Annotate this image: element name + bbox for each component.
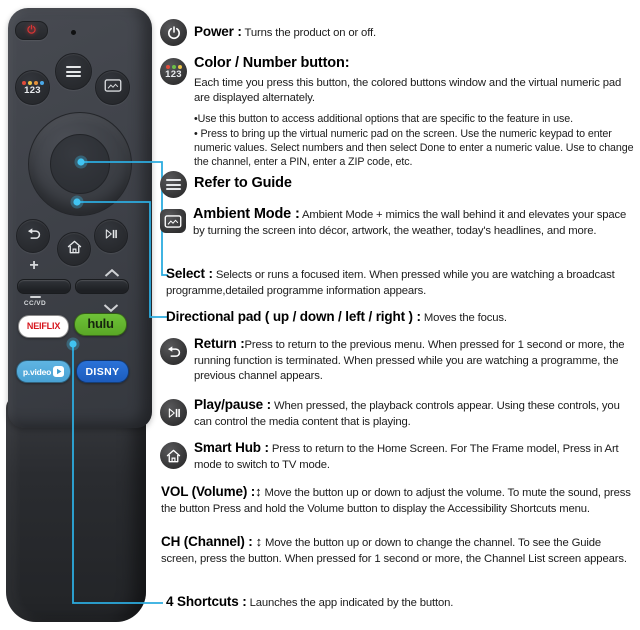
section-title: Color / Number button: <box>194 55 350 71</box>
section-ambient: Ambient Mode : Ambient Mode + mimics the wall behind it and elevates your space by turning the screen into décor, artwork, the weather, today's headlines, and more. <box>160 207 633 239</box>
section-refer-guide <box>160 171 292 198</box>
netflix-shortcut-button[interactable] <box>18 315 69 338</box>
section-title: Smart Hub : <box>194 440 269 455</box>
smart-hub-legend-icon <box>160 442 187 469</box>
ambient-legend-icon <box>160 209 186 233</box>
section-title: Ambient Mode : <box>193 206 300 222</box>
section-directional-pad: Directional pad ( up / down / left / right ) : Moves the focus. <box>166 309 507 324</box>
color-number-button[interactable] <box>15 70 50 105</box>
section-volume: VOL (Volume) :↕ Move the button up or down to adjust the volume. To mute the sound, press the button Press and hold the Volume button to display the Accessibility Shortcuts menu. <box>161 484 631 515</box>
return-legend-icon <box>160 338 187 365</box>
remote-grip <box>6 396 146 622</box>
section-shortcuts: 4 Shortcuts : Launches the app indicated by the button. <box>166 594 454 609</box>
return-button[interactable] <box>16 219 50 253</box>
section-title: Play/pause : <box>194 397 271 412</box>
section-color-number: 123 Color / Number button: Each time you press this button, the colored buttons window and the virtual numeric pad are displayed alternately. •Use this button to access additional options that are specific to the feature in use. • Press to bring up the virtual numeric pad on the screen. Use the numeric keypad to enter numeric values. Select numbers and then select Done to enter a numeric value. Use to change the channel, enter a PIN, enter a ZIP code, etc. <box>160 56 636 170</box>
disney-shortcut-button[interactable] <box>76 360 129 383</box>
section-title: Select : <box>166 266 213 281</box>
section-channel: CH (Channel) : ↕ Move the button up or down to change the channel. To see the Guide screen, press the button. When pressed for 1 second or more, the Channel List screen appears. <box>161 534 627 565</box>
mic-hole <box>71 30 76 35</box>
ambient-mode-button[interactable] <box>95 70 130 105</box>
primevideo-shortcut-button[interactable] <box>16 360 71 383</box>
up-down-arrow-icon: ↕ <box>255 534 263 549</box>
play-pause-button[interactable] <box>94 219 128 253</box>
section-select: Select : Selects or runs a focused item. When pressed while you are watching a broadcast programme,detailed programme information appears. <box>166 266 615 297</box>
return-icon <box>25 226 42 246</box>
section-title: CH (Channel) : <box>161 534 253 549</box>
hamburger-icon <box>66 66 81 77</box>
ccvd-label: CC/VD <box>23 300 47 307</box>
guide-menu-button[interactable] <box>55 53 92 90</box>
volume-up-label: + <box>29 257 39 274</box>
select-button[interactable] <box>50 134 110 194</box>
up-down-arrow-icon: ↕ <box>255 484 262 499</box>
color-number-legend-icon: 123 <box>160 58 187 85</box>
section-title: Directional pad ( up / down / left / right ) : <box>166 309 421 324</box>
volume-down-label <box>30 296 41 298</box>
play-pause-icon <box>103 227 119 246</box>
section-title: VOL (Volume) : <box>161 484 256 499</box>
section-title: Refer to Guide <box>194 175 292 192</box>
power-legend-icon <box>160 19 187 46</box>
section-smart-hub: Smart Hub : Press to return to the Home Screen. For The Frame model, Press in Art mode to switch to TV mode. <box>160 440 636 473</box>
channel-down-chevron-icon <box>103 299 119 307</box>
section-return: Return :Press to return to the previous menu. When pressed for 1 second or more, the running function is terminated. When pressed while you are watching a programme, the previous channel appears. <box>160 336 636 385</box>
play-pause-legend-icon <box>160 399 187 426</box>
home-icon <box>66 239 83 260</box>
primevideo-play-icon <box>53 366 64 377</box>
number-button-label: 123 <box>24 84 41 96</box>
section-title: 4 Shortcuts : <box>166 594 247 609</box>
guide-legend-icon <box>160 171 187 198</box>
hulu-shortcut-button[interactable] <box>74 313 127 336</box>
volume-rocker[interactable] <box>17 279 71 294</box>
section-title: Power : <box>194 23 242 39</box>
ambient-icon <box>104 78 122 98</box>
home-button[interactable] <box>57 232 91 266</box>
power-button[interactable] <box>15 21 48 40</box>
power-icon <box>26 22 37 40</box>
section-play-pause: Play/pause : When pressed, the playback controls appear. Using these controls, you can control the media content that is playing. <box>160 397 636 430</box>
primevideo-label: p.video <box>22 366 52 377</box>
channel-up-chevron-icon <box>104 264 120 272</box>
netflix-label: NEIFLIX <box>26 321 61 332</box>
section-power: Power : Turns the product on or off. <box>160 19 638 46</box>
hulu-label: hulu <box>87 316 114 331</box>
remote-body <box>6 8 152 622</box>
disney-label: DISNY <box>85 365 120 378</box>
color-dots-icon <box>22 81 44 85</box>
section-title: Return : <box>194 336 245 351</box>
channel-rocker[interactable] <box>75 279 129 294</box>
